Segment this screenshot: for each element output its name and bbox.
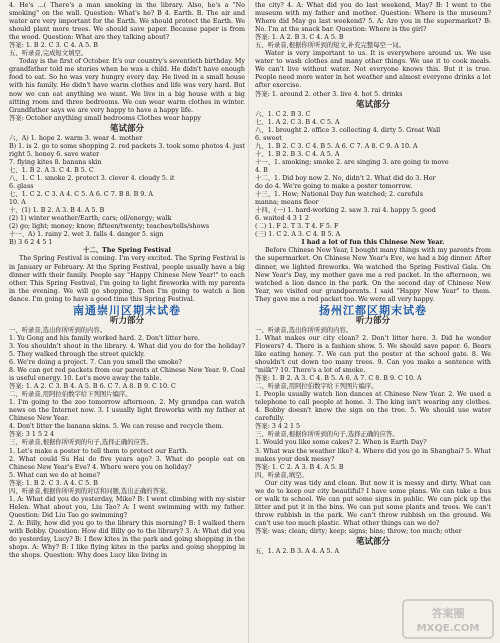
watermark-logo [402, 599, 494, 639]
answer-line: 九、1. B 2. C 3. C 4. B 5. A 6. C 7. A 8. C 9. A 10. A [255, 142, 418, 150]
script-line: the city? 4. A: What did you do last weekend, May? B: I went to the museum with my father and mother. Question: Where is the museum? Where did May go last weekend? 5. A: Are you in the supermarket? B: No. I'm at the snack bar. Question: Where is the girl? [255, 2, 491, 34]
column-divider [248, 0, 249, 643]
answer-line: 答案: 1. A 2. C 3. B 4. A 5. B 6. C 7. A 8. B 9. C 10. C [9, 383, 176, 391]
text-line: 4. He's ...( There's a man smoking in the library. Also, he's a "No smoking" on the wall. Question: What's he? B 4. Earth. B. The air and water are very important for the Earth. We should protect the Earth. We should plant more trees. We should save paper. Because paper is from the wood. Question: What are they talking about? [9, 2, 245, 42]
instruction-line: 五、听录音,完成短文填空。 [9, 50, 88, 58]
exam-title: 南通崇川区期末试卷 [73, 303, 181, 317]
answer-line: B) 1. is 2. go to some shopping 2. red packets 3. took some photos 4. just right 5. honey 6. save water [9, 142, 245, 158]
instruction-line: 三、听录音,根据你所听到的句子,选择正确的应答。 [9, 439, 153, 447]
answer-line: 十一、1. smoking; smoke 2. are singing 3. are going to move [255, 158, 449, 166]
script-line: 3. What was the weather like? 4. Where did you go in Shanghai? 5. What makes your desk messy? [255, 447, 491, 463]
essay-text: Before Chinese New Year, I bought many things with my parents from the supermarket. On Chinese New Year's Eve, we had a big dinner. After dinner, we lighted fireworks. We watched the Spring Festival Gala. On New Year's Day, my mother gave me a red packet. In the afternoon, we watched a lion dance in the park. On the second day of Chinese New Year, we visited our grandparents. I said "Happy New Year" to them. They gave me a red packet too. We were all very happy. [255, 247, 491, 303]
script-line: 1. People usually watch lion dances at Chinese New Year. 2. We used a telephone to call people at home. 3. The king isn't wearing any clothes. 4. Bobby doesn't know the sign on the tree. 5. We should use water carefully. [255, 391, 491, 423]
answer-line: 六、1. C 2. B 3. C [255, 110, 311, 118]
answer-line: 八、1. C 1. smoke 2. protect 3. clever 4. cloudy 5. it [9, 174, 175, 182]
answer-line: 十三、1. How; National Day fun watched; 2. carefuls [255, 191, 423, 199]
instruction-line: 二、听录音,用阿拉伯数字给下列图片编序。 [9, 391, 132, 399]
answer-line: 6. waited 4 3 1 2 [255, 215, 309, 223]
answer-line: (三) 1. C 2. A 3. C 4. B 5. A [255, 231, 341, 239]
answer-line: 答案: 3 4 2 1 5 [255, 423, 301, 431]
script-line: 2. A: Billy, how did you go to the library this morning? B: I walked there with Bobby. Question: How did Billy go to the library? 3. A: What did you do yesterday, Lucy? B: I flew kites in the park and going shopping in the shops. A: Why? B: I like flying kites in the parks and going shopping in the shops. Question: Why does Lucy like living in [9, 519, 245, 560]
passage-text: Water is very important to us. It is everywhere around us. We use water to wash clothes and many other things. We use it to cook meals. We can't live without water. Not everyone knows this. But it is true. People need more water in hot weather and almost everyone drinks a lot after exercise. [255, 50, 491, 90]
instruction-line: 五、听录音,根据你所听到的短文,补充完整每空一词。 [255, 42, 405, 50]
script-line: 1. A: What did you do yesterday, Mike? B: I went climbing with my sister Helen. What about you, Liu Tao? A: I went swimming with my father. Question: Did Liu Tao go swimming? [9, 495, 245, 519]
answer-line: 6. sweet [255, 134, 282, 142]
answer-line: 十四、(一) 1. hard-working 2. saw 3. rai 4. happy 5. good [255, 207, 436, 215]
script-line: 2. What could Su Hai do five years ago? 3. What do people eat on Chinese New Year's Eve? 4. Where were you on holiday? [9, 455, 245, 471]
svg-text:MXQE.COM: MXQE.COM [416, 623, 480, 634]
section-heading: 笔试部分 [109, 123, 144, 134]
passage-text: Our city was tidy and clean. But now it is messy and dirty. What can we do to keep our city beautiful? I have some plans. We can take a bus or walk to school. We can put some signs in public. We can pick up the litter and put it in the bins. We can put some plants and trees. We can't throw rubbish in the park. We can't throw rubbish on the ground. We can't use too much plastic. What other things can we do? [255, 479, 491, 527]
answer-line: (二) 1. F 2. T 3. T 4. F 5. F [255, 223, 339, 231]
answer-line: B) 3 6 2 4 5 1 [9, 239, 53, 247]
answer-line: (2) 1) winter weather/Earth; cars; oil/energy; walk [9, 215, 172, 223]
answer-line: 十二、1. Did boy now 2. No, didn't 2. What did do 3. Her [255, 174, 436, 182]
answer-line: (2) go; light; money; know; fifteen/twenty; teaches/tells/shows [9, 223, 210, 231]
answer-line: 七、1. B 2. A 3. C 4. B 5. C [9, 166, 94, 174]
instruction-line: 三、听录音,根据你所听到的句子,选择正确的应答。 [255, 431, 399, 439]
answer-line: 七、1. A 2. C 3. B 4. C 5. A [255, 118, 340, 126]
answer-line: 八、1. brought 2. office 3. collecting 4. dirty 5. Great Wall [255, 126, 441, 134]
answer-line: do do 4. We're going to make a poster tomorrow. [255, 183, 413, 191]
answer-line: 10. A [9, 199, 26, 207]
right-column [255, 2, 491, 556]
answer-line: 五、1. A 2. B 3. A 4. A 5. A [255, 548, 340, 556]
answer-line: 4. B [255, 166, 268, 174]
answer-line: 十一、A) 1. rainy 2. wet 3. falls 4. danger 5. sign [9, 231, 164, 239]
answer-line: 6. glass [9, 183, 34, 191]
essay-title: I had a lot of fun this Chinese New Year. [301, 239, 445, 247]
essay-text: The Spring Festival is coming. I'm very excited. The Spring Festival is in January or February. At the Spring Festival, people usually have a big dinner with their family. People say "Happy Chinese New Year!" to each other. This Spring Festival, I'm going to light fireworks with my parents in the evening. We will go shopping. Then I'm going to watch a lion dance. I'm going to have a good time this Spring Festival. [9, 255, 245, 303]
instruction-line: 一、听录音,选出你所听到的内容。 [9, 326, 107, 334]
section-heading: 听力部分 [109, 315, 144, 326]
script-line: 1. I'm going to the zoo tomorrow afternoon. 2. My grandpa can watch news on the Internet now. 3. I usually light fireworks with my father at Chinese New Year. [9, 399, 245, 423]
script-line: 4. Don't litter the banana skins. 5. We can reuse and recycle them. [9, 423, 224, 431]
answer-line: 答案: 1. B 2. C 3. C 4. A 5. B [9, 42, 98, 50]
script-line: 1. Yu Gong and his family worked hard. 2. Don't litter here. [9, 334, 200, 342]
answer-line: 答案: 1. A 2. B 3. C 4. A 5. B [255, 34, 344, 42]
instruction-line: 二、听录音,用阿拉伯数字给下列图片编序。 [255, 383, 378, 391]
left-column [9, 2, 245, 560]
answer-line: manna; means floor [255, 199, 319, 207]
script-line: 1. What makes our city clean? 2. Don't litter here. 3. Did he wonder Flowers? 4. There is a fashion show. 5. We should save paper. 6. Bears like eating honey. 7. We can put the poster at the school gate. 8. We shouldn't cut down too many trees. 9. Can you make a sentence with "milk"? 10. There's a lot of smoke. [255, 334, 491, 375]
script-line: 1. Let's make a poster to tell them to protect our Earth. [9, 447, 189, 455]
answer-line: 七、1. C 2. C 3. A 4. C 5. A 6. C 7. B 8. B 9. A [9, 191, 153, 199]
script-line: 8. We can get red packets from our parents at Chinese New Year. 9. Coal is useful energy. 10. Let's move away the table. [9, 367, 245, 383]
answer-line: 7. flying kites 8. banana skin [9, 158, 102, 166]
answer-line: 答案: 1. around 2. other 3. live 4. hot 5. drinks [255, 90, 403, 98]
instruction-line: 一、听录音,选出你所听到的内容。 [255, 326, 353, 334]
answer-line: 答案: 3 1 5 2 4 [9, 431, 55, 439]
script-line: 6. We're doing a project. 7. Can you smell the smoke? [9, 359, 182, 367]
passage-text: Today is the first of October. It's our country's seventieth birthday. My grandfather told me stories when he was a child. He didn't have enough food to eat. So he was very hungry every day. He lived in a small house with his family. He didn't have warm clothes and life was very hard. But now we can eat anything we want. We live in a big house with a big sitting room and three bedrooms. We can wear warm clothes in winter. Grandfather says we are very happy to have a happy life. [9, 58, 245, 114]
instruction-line: 四、听录音,填空。 [255, 471, 308, 479]
script-line: 1. Would you like some cakes? 2. When is Earth Day? [255, 439, 427, 447]
answer-line: 十、(1) 1. B 2. A 3. B 4. A 5. B [9, 207, 105, 215]
answer-line: 答案: was; clean; dirty; keep; signs; bins; throw; too much; other [255, 528, 462, 535]
answer-line: 答案: October anything small bedrooms Clothes wear happy [9, 114, 202, 122]
section-heading: 听力部分 [355, 315, 390, 326]
answer-line: 答案: 1. B 2. A 3. C 4. B 5. A 6. A 7. C 8. B 9. C 10. A [255, 375, 422, 383]
essay-title: 十二、The Spring Festival [83, 247, 171, 255]
exam-title: 扬州江都区期末试卷 [319, 303, 427, 317]
svg-text:答案圈: 答案圈 [431, 607, 465, 620]
answer-line: 十、1. B 2. B 3. C 4. A 5. A [255, 150, 340, 158]
instruction-line: 四、听录音,根据你所听到的对话和问题,选出正确的答案。 [9, 487, 172, 495]
answer-line: 答案: 1. C 2. A 3. B 4. A 5. B [255, 463, 344, 471]
script-line: 3. You shouldn't shout in the library. 4. What did you do for the holiday? 5. They walked through the street quickly. [9, 342, 245, 358]
section-heading: 笔试部分 [355, 99, 390, 110]
answer-line: 六、A) 1. hope 2. warm 3. wear 4. mother [9, 134, 143, 142]
section-heading: 笔试部分 [355, 537, 390, 548]
script-line: 5. What can we do at home? [9, 471, 100, 479]
answer-line: 答案: 1. B 2. C 3. A 4. C 5. B [9, 479, 98, 487]
